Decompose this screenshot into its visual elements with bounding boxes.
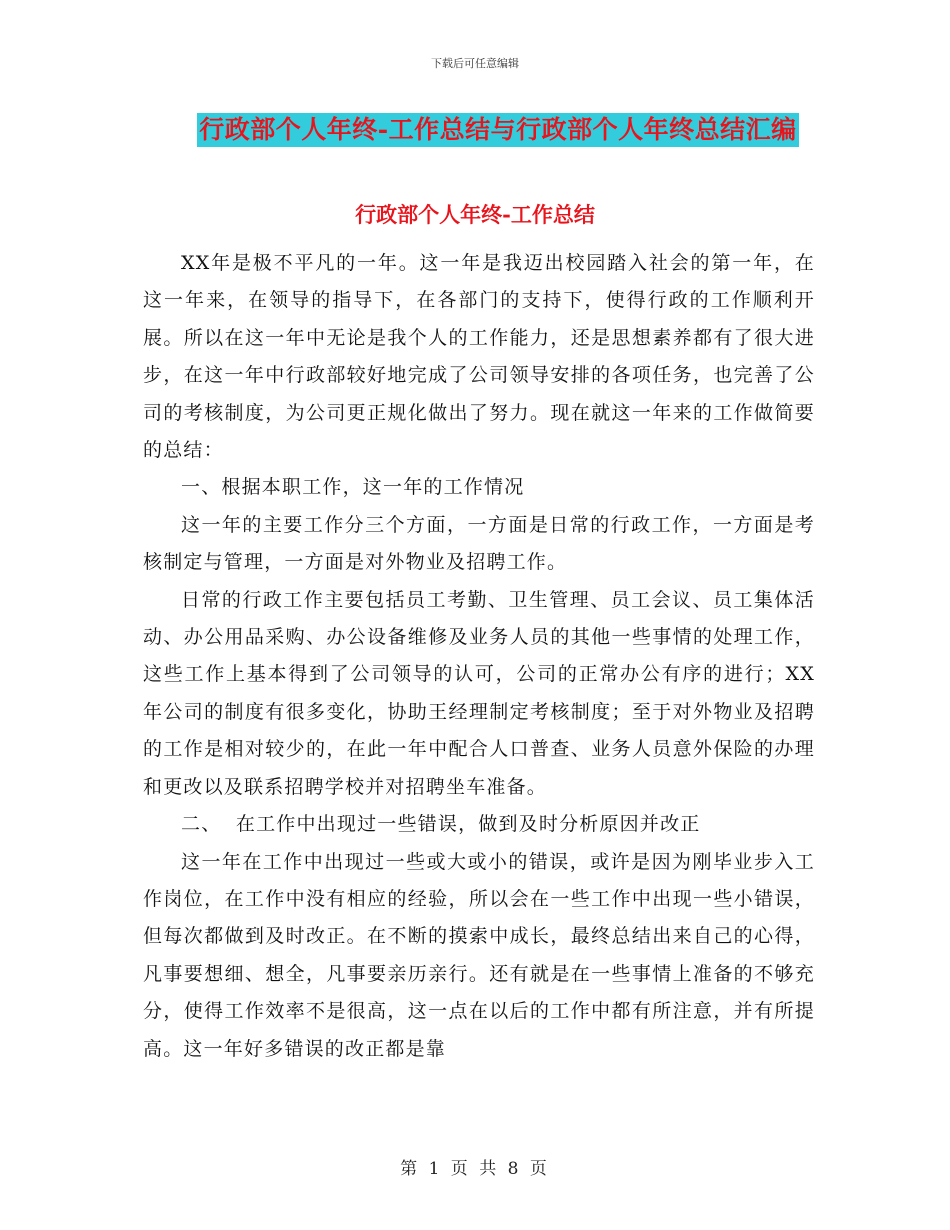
main-title: 行政部个人年终-工作总结与行政部个人年终总结汇编	[197, 113, 798, 147]
paragraph-5-heading: 二、 在工作中出现过一些错误，做到及时分析原因并改正	[181, 813, 701, 836]
paragraph-1: XX年是极不平凡的一年。这一年是我迈出校园踏入社会的第一年，在这一年来，在领导的指导下，在各部门的支持下，使得行政的工作顺利开展。所以在这一年中无论是我个人的工作能力，还是思想素养都有了很大进步，在这一年中行政部较好地完成了公司领导安排的各项任务，也完善了公司的考核制度，为公司更正规化做出了努力。现在就这一年来的工作做简要的总结：	[143, 252, 815, 462]
paragraph-2-heading: 一、根据本职工作，这一年的工作情况	[181, 476, 525, 499]
main-title-wrap	[0, 113, 950, 147]
paragraph-6: 这一年在工作中出现过一些或大或小的错误，或许是因为刚毕业步入工作岗位，在工作中没有相应的经验，所以会在一些工作中出现一些小错误，但每次都做到及时改正。在不断的摸索中成长，最终总结出来自己的心得，凡事要想细、想全，凡事要亲历亲行。还有就是在一些事情上准备的不够充分，使得工作效率不是很高，这一点在以后的工作中都有所注意，并有所提高。这一年好多错误的改正都是靠	[143, 850, 815, 1060]
section-title: 行政部个人年终-工作总结	[355, 202, 595, 227]
header-note: 下载后可任意编辑	[431, 57, 519, 70]
page-footer: 第 1 页 共 8 页	[400, 1159, 550, 1179]
paragraph-4: 日常的行政工作主要包括员工考勤、卫生管理、员工会议、员工集体活动、办公用品采购、办公设备维修及业务人员的其他一些事情的处理工作，这些工作上基本得到了公司领导的认可，公司的正常办公有序的进行；XX年公司的制度有很多变化，协助王经理制定考核制度；至于对外物业及招聘的工作是相对较少的，在此一年中配合人口普查、业务人员意外保险的办理和更改以及联系招聘学校并对招聘坐车准备。	[143, 588, 815, 798]
document-body	[143, 245, 815, 1068]
paragraph-3: 这一年的主要工作分三个方面，一方面是日常的行政工作，一方面是考核制定与管理，一方面是对外物业及招聘工作。	[143, 513, 815, 574]
